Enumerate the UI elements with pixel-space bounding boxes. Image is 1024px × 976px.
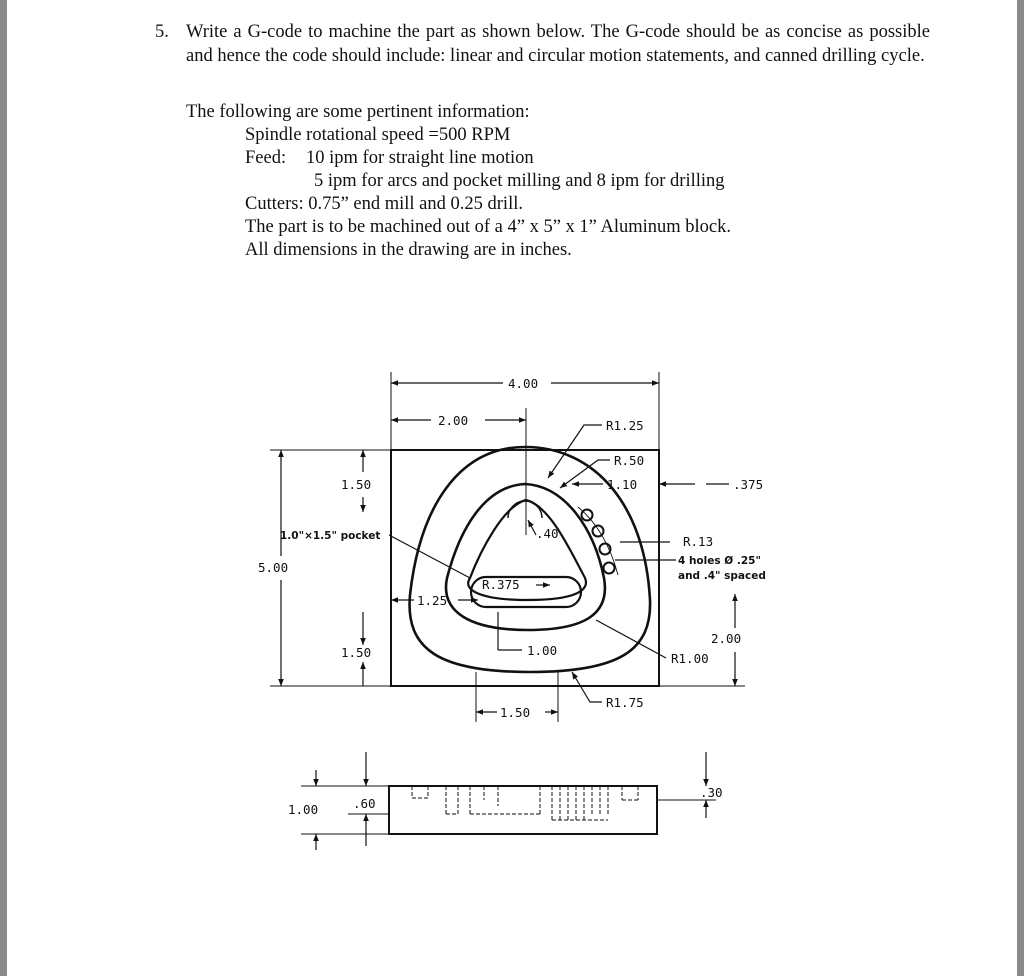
dim-side-1-00: 1.00 — [288, 802, 319, 817]
feed-line-1: 10 ipm for straight line motion — [306, 148, 534, 168]
pocket-note: 1.0"×1.5" pocket — [280, 530, 381, 542]
drill-hole-4 — [604, 563, 615, 574]
inner-top-arc — [508, 501, 542, 518]
dim-right-2-00: 2.00 — [711, 631, 742, 646]
dim-r-50: R.50 — [614, 453, 645, 468]
dim-top-1-50: 1.50 — [341, 477, 372, 492]
holes-note-2: and .4" spaced — [678, 570, 766, 582]
dim-r-13: R.13 — [683, 534, 714, 549]
dim-30: .30 — [700, 785, 723, 800]
stock-outline-side — [389, 786, 657, 834]
cutters: Cutters: 0.75” end mill and 0.25 drill. — [245, 194, 523, 214]
dim-375: .375 — [733, 477, 764, 492]
side-hidden-lines — [412, 786, 638, 820]
question-text: Write a G-code to machine the part as shown below. The G-code should be as concise as possible and hence the code should include: linear and circular motion statements, and canned drilling cycle. — [186, 22, 930, 66]
holes-note-1: 4 holes Ø .25" — [678, 555, 761, 567]
hole-arc-centerline — [578, 507, 618, 575]
question-number: 5. — [155, 22, 169, 42]
dim-60: .60 — [353, 796, 376, 811]
units-note: All dimensions in the drawing are in inches. — [245, 240, 572, 260]
dim-1-25: 1.25 — [417, 593, 448, 608]
feed-label: Feed: — [245, 148, 287, 168]
dim-bw-1-50: 1.50 — [500, 705, 531, 720]
dim-1-10: 1.10 — [607, 477, 638, 492]
leader-40 — [528, 520, 536, 535]
leader-r100 — [596, 620, 666, 658]
dim-r1-75: R1.75 — [606, 695, 644, 710]
dim-bottom-1-50: 1.50 — [341, 645, 372, 660]
feed-line-2: 5 ipm for arcs and pocket milling and 8 ipm for drilling — [314, 171, 725, 191]
dim-5-00: 5.00 — [258, 560, 289, 575]
dim-2-00: 2.00 — [438, 413, 469, 428]
dim-4-00: 4.00 — [508, 376, 539, 391]
dim-r-375: R.375 — [482, 577, 520, 592]
dim-1-00: 1.00 — [527, 643, 558, 658]
material: The part is to be machined out of a 4” x 5” x 1” Aluminum block. — [245, 217, 732, 237]
info-intro: The following are some pertinent information: — [186, 102, 530, 122]
leader-pocket — [389, 535, 470, 578]
spindle-speed: Spindle rotational speed =500 RPM — [245, 125, 511, 145]
dim-40: .40 — [536, 526, 559, 541]
dim-r1-00: R1.00 — [671, 651, 709, 666]
dim-r1-25: R1.25 — [606, 418, 644, 433]
